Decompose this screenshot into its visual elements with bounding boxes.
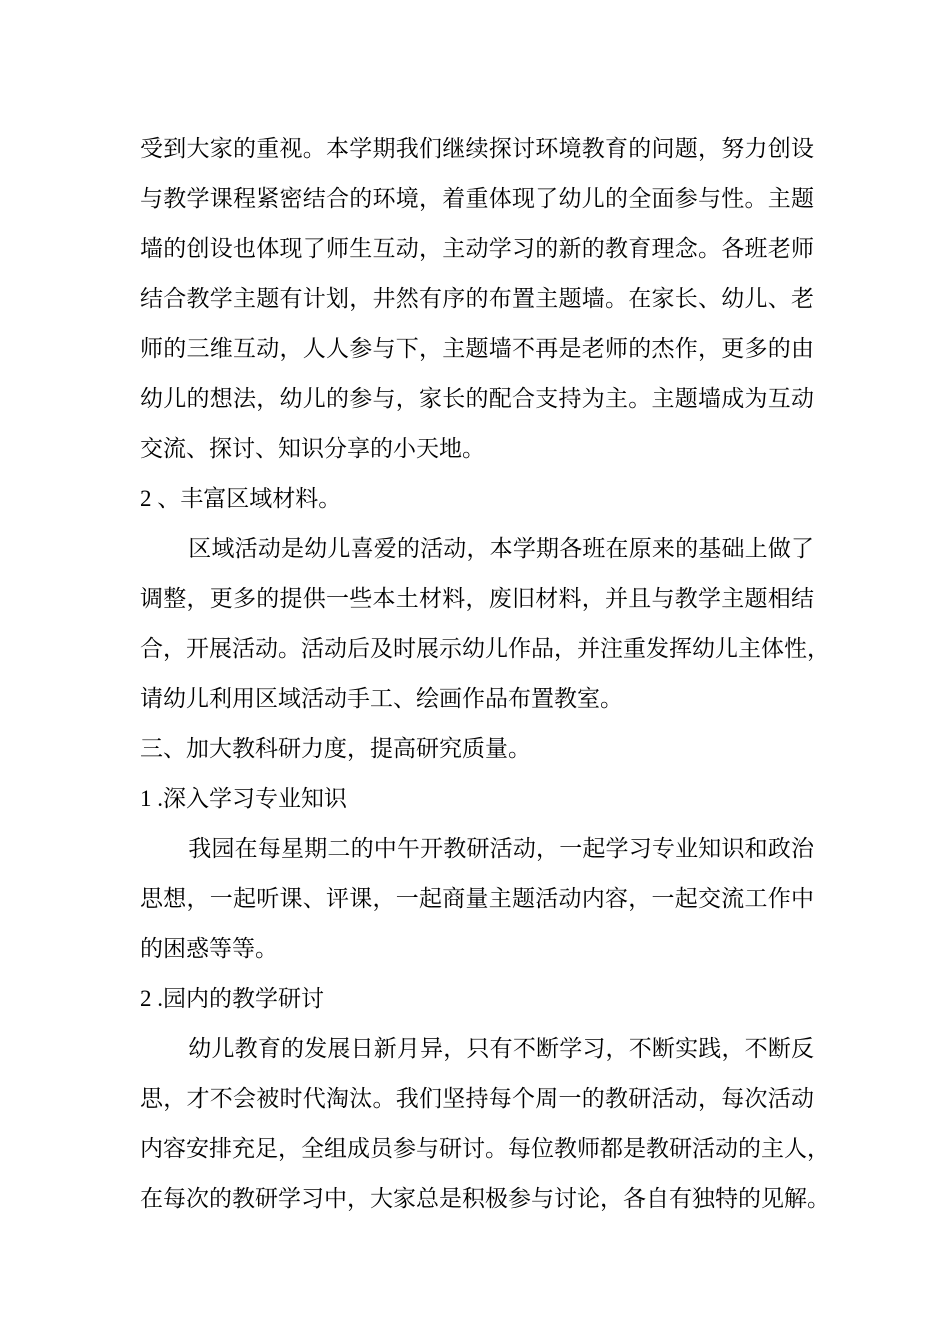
text-line: 师的三维互动，人人参与下，主题墙不再是老师的杰作，更多的由 (140, 336, 814, 361)
text-line: 幼儿的想法，幼儿的参与，家长的配合支持为主。主题墙成为互动 (140, 386, 814, 411)
text-line: 合，开展活动。活动后及时展示幼儿作品，并注重发挥幼儿主体性， (140, 636, 830, 661)
text-line: 2 、丰富区域材料。 (140, 486, 342, 511)
text-line: 我园在每星期二的中午开教研活动，一起学习专业知识和政治 (188, 836, 814, 861)
paragraph (140, 724, 814, 774)
paragraph (140, 524, 830, 724)
document-body (140, 124, 830, 1224)
text-line: 请幼儿利用区域活动手工、绘画作品布置教室。 (140, 686, 623, 711)
text-line: 2 .园内的教学研讨 (140, 986, 324, 1011)
text-line: 受到大家的重视。本学期我们继续探讨环境教育的问题，努力创设 (140, 136, 814, 161)
text-line: 交流、探讨、知识分享的小天地。 (140, 436, 485, 461)
text-line: 内容安排充足，全组成员参与研讨。每位教师都是教研活动的主人， (140, 1136, 830, 1161)
text-line: 与教学课程紧密结合的环境，着重体现了幼儿的全面参与性。主题 (140, 186, 814, 211)
paragraph (140, 474, 814, 524)
text-line: 思，才不会被时代淘汰。我们坚持每个周一的教研活动，每次活动 (140, 1086, 814, 1111)
paragraph (140, 1024, 830, 1224)
text-line: 1 .深入学习专业知识 (140, 786, 347, 811)
text-line: 的困惑等等。 (140, 936, 278, 961)
paragraph (140, 124, 814, 474)
text-line: 结合教学主题有计划，井然有序的布置主题墙。在家长、幼儿、老 (140, 286, 814, 311)
text-line: 区域活动是幼儿喜爱的活动，本学期各班在原来的基础上做了 (188, 536, 814, 561)
text-line: 调整，更多的提供一些本土材料，废旧材料，并且与教学主题相结 (140, 586, 814, 611)
text-line: 幼儿教育的发展日新月异，只有不断学习，不断实践，不断反 (188, 1036, 814, 1061)
text-line: 三、加大教科研力度，提高研究质量。 (140, 736, 531, 761)
text-line: 墙的创设也体现了师生互动，主动学习的新的教育理念。各班老师 (140, 236, 814, 261)
paragraph (140, 824, 814, 974)
paragraph (140, 974, 814, 1024)
paragraph (140, 774, 814, 824)
text-line: 在每次的教研学习中，大家总是积极参与讨论，各自有独特的见解。 (140, 1186, 830, 1211)
text-line: 思想，一起听课、评课，一起商量主题活动内容，一起交流工作中 (140, 886, 814, 911)
